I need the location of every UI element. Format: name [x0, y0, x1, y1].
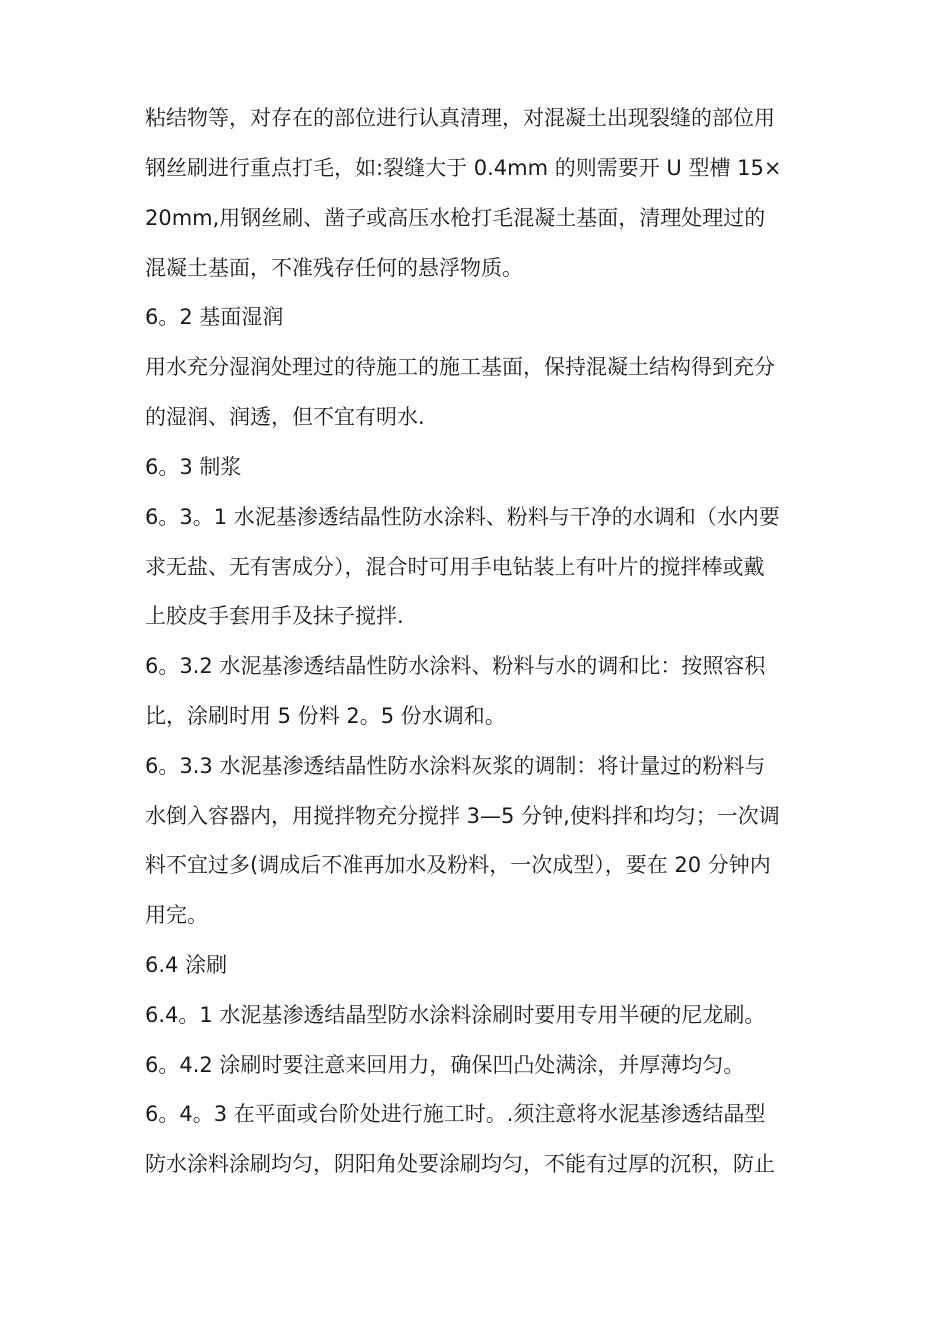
text-line-19: 6.4。1 水泥基渗透结晶型防水涂料涂刷时要用专用半硬的尼龙刷。 [145, 1003, 766, 1027]
text-line-6: 用水充分湿润处理过的待施工的施工基面，保持混凝土结构得到充分 [145, 355, 775, 379]
text-line-11: 上胶皮手套用手及抹子搅拌. [145, 604, 404, 628]
text-line-1: 粘结物等，对存在的部位进行认真清理，对混凝土出现裂缝的部位用 [145, 106, 775, 130]
text-line-3: 20mm,用钢丝刷、凿子或高压水枪打毛混凝土基面，清理处理过的 [145, 206, 766, 230]
text-line-15: 水倒入容器内，用搅拌物充分搅拌 3—5 分钟,使料拌和均匀；一次调 [145, 804, 780, 828]
text-line-12: 6。3.2 水泥基渗透结晶性防水涂料、粉料与水的调和比：按照容积 [145, 654, 766, 678]
section-heading-6-2: 6。2 基面湿润 [145, 305, 284, 329]
text-line-14: 6。3.3 水泥基渗透结晶性防水涂料灰浆的调制：将计量过的粉料与 [145, 754, 766, 778]
text-line-21: 6。4。3 在平面或台阶处进行施工时。.须注意将水泥基渗透结晶型 [145, 1102, 766, 1126]
text-line-20: 6。4.2 涂刷时要注意来回用力，确保凹凸处满涂，并厚薄均匀。 [145, 1053, 745, 1077]
section-heading-6-3: 6。3 制浆 [145, 455, 242, 479]
text-line-13: 比，涂刷时用 5 份料 2。5 份水调和。 [145, 704, 506, 728]
text-line-10: 求无盐、无有害成分），混合时可用手电钻装上有叶片的搅拌棒或戴 [145, 555, 765, 579]
text-line-2: 钢丝刷进行重点打毛，如:裂缝大于 0.4mm 的则需要开 U 型槽 15× [145, 156, 782, 180]
text-line-4: 混凝土基面，不准残存任何的悬浮物质。 [145, 256, 523, 280]
text-line-7: 的湿润、润透，但不宜有明水. [145, 405, 425, 429]
text-line-9: 6。3。1 水泥基渗透结晶性防水涂料、粉料与干净的水调和（水内要 [145, 505, 780, 529]
text-line-17: 用完。 [145, 903, 208, 927]
text-line-22: 防水涂料涂刷均匀，阴阳角处要涂刷均匀，不能有过厚的沉积，防止 [145, 1152, 775, 1176]
text-line-16: 料不宜过多(调成后不准再加水及粉料，一次成型），要在 20 分钟内 [145, 853, 771, 877]
section-heading-6-4: 6.4 涂刷 [145, 953, 228, 977]
